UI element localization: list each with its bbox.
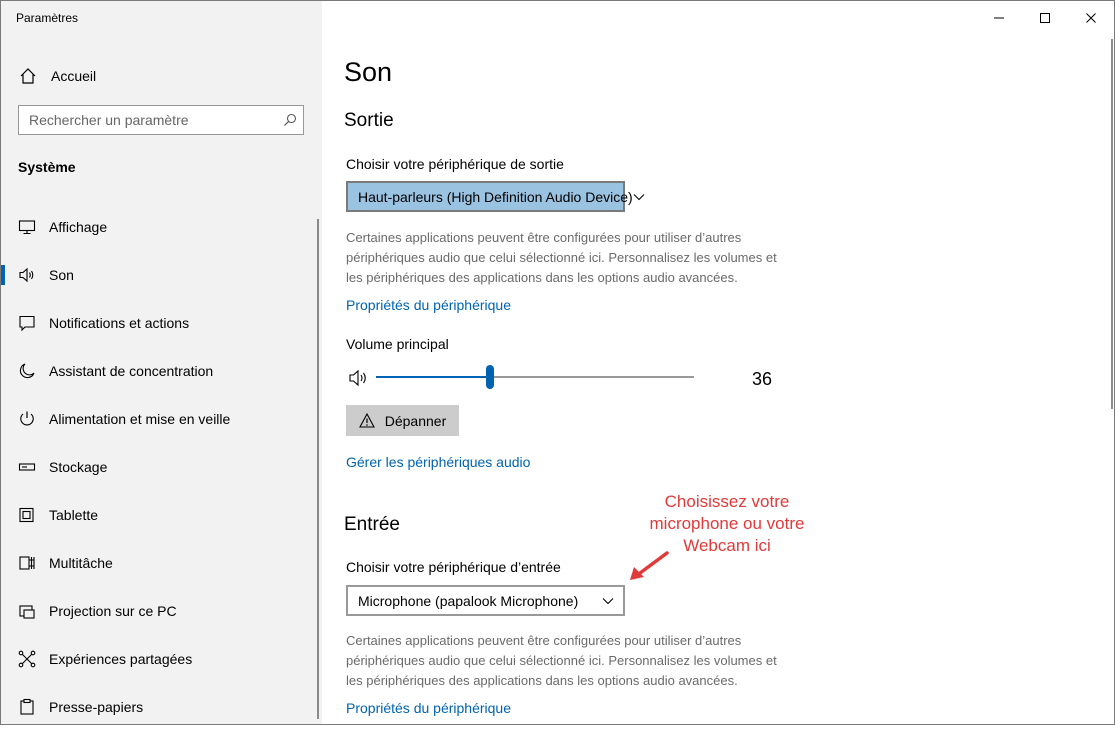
sidebar-item-focus-assist[interactable]: [1, 347, 319, 395]
monitor-icon: [17, 217, 37, 237]
sidebar-item-label: Tablette: [49, 507, 99, 523]
input-description: Certaines applications peuvent être configurées pour utiliser d’autres périphériques audio que celui sélectionné ici. Personnalisez les volumes et les périphériques des applications dans les options audio avancées.: [346, 633, 777, 688]
sidebar-item-label: Notifications et actions: [49, 315, 190, 331]
sidebar-item-label: Affichage: [49, 219, 108, 235]
home-button[interactable]: [1, 59, 322, 93]
sidebar-item-label: Presse-papiers: [49, 699, 144, 715]
multitask-icon: [17, 553, 37, 573]
troubleshoot-button[interactable]: [346, 405, 459, 436]
sidebar-item-sound[interactable]: [1, 251, 319, 299]
search-icon[interactable]: [277, 107, 303, 133]
storage-icon: [17, 457, 37, 477]
volume-slider[interactable]: [376, 376, 694, 378]
warning-icon: [359, 412, 377, 430]
tablet-icon: [17, 505, 37, 525]
sidebar-item-tablet[interactable]: [1, 491, 319, 539]
clipboard-icon: [17, 697, 37, 717]
section-heading-system: Système: [18, 159, 76, 175]
input-device-dropdown[interactable]: [346, 585, 625, 616]
sidebar-item-notifications[interactable]: [1, 299, 319, 347]
home-label: Accueil: [51, 68, 97, 84]
input-heading: Entrée: [344, 514, 400, 535]
output-device-properties-link[interactable]: Propriétés du périphérique: [346, 297, 511, 313]
main-content: [322, 1, 1114, 724]
output-description: Certaines applications peuvent être configurées pour utiliser d’autres périphériques audio que celui sélectionné ici. Personnalisez les volumes et les périphériques des applications dans les options audio avancées.: [346, 230, 777, 285]
power-icon: [17, 409, 37, 429]
volume-label: Volume principal: [346, 336, 449, 352]
manage-audio-devices-link[interactable]: Gérer les périphériques audio: [346, 454, 531, 470]
sidebar-scrollbar[interactable]: [317, 219, 319, 719]
shared-experiences-icon: [17, 649, 37, 669]
main-scrollbar[interactable]: [1111, 39, 1113, 409]
sidebar-item-clipboard[interactable]: [1, 683, 319, 731]
notification-icon: [17, 313, 37, 333]
output-device-dropdown[interactable]: [346, 181, 633, 212]
output-device-label: Choisir votre périphérique de sortie: [346, 156, 564, 172]
page-title: Son: [344, 57, 393, 87]
volume-slider-thumb[interactable]: [486, 365, 494, 389]
sidebar-item-label: Stockage: [49, 459, 108, 475]
sidebar-item-label: Projection sur ce PC: [49, 603, 177, 619]
troubleshoot-label: Dépanner: [384, 412, 447, 429]
chevron-down-icon: [593, 587, 623, 614]
sidebar-item-label: Son: [49, 267, 74, 283]
sidebar-item-power-sleep[interactable]: [1, 395, 319, 443]
output-heading: Sortie: [344, 110, 394, 131]
sidebar: [1, 1, 322, 724]
search-box[interactable]: [18, 105, 304, 135]
sidebar-item-label: Expériences partagées: [49, 651, 193, 667]
input-device-label: Choisir votre périphérique d’entrée: [346, 559, 561, 575]
sidebar-item-label: Assistant de concentration: [49, 363, 214, 379]
sidebar-item-storage[interactable]: [1, 443, 319, 491]
moon-icon: [17, 361, 37, 381]
app-title: Paramètres: [16, 11, 79, 25]
home-icon: [18, 66, 38, 86]
sidebar-item-shared-experiences[interactable]: [1, 635, 319, 683]
sidebar-item-label: Alimentation et mise en veille: [49, 411, 231, 427]
speaker-icon: [17, 265, 37, 285]
sidebar-item-display[interactable]: [1, 203, 319, 251]
callout-annotation: Choisissez votre microphone ou votre Webcam ici: [649, 492, 805, 555]
volume-slider-fill: [376, 376, 490, 378]
volume-speaker-icon[interactable]: [348, 367, 370, 389]
volume-row: [346, 365, 786, 391]
sidebar-item-multitasking[interactable]: [1, 539, 319, 587]
input-device-value: Microphone (papalook Microphone): [358, 592, 579, 609]
projection-icon: [17, 601, 37, 621]
nav-list: [1, 203, 319, 731]
sidebar-item-label: Multitâche: [49, 555, 113, 571]
search-input[interactable]: [19, 106, 277, 134]
chevron-down-icon: [633, 183, 645, 210]
volume-value: 36: [752, 369, 773, 389]
sidebar-item-projection[interactable]: [1, 587, 319, 635]
callout-arrow-icon: [622, 547, 674, 587]
output-device-value: Haut-parleurs (High Definition Audio Device): [358, 188, 633, 205]
input-device-properties-link[interactable]: Propriétés du périphérique: [346, 700, 511, 716]
